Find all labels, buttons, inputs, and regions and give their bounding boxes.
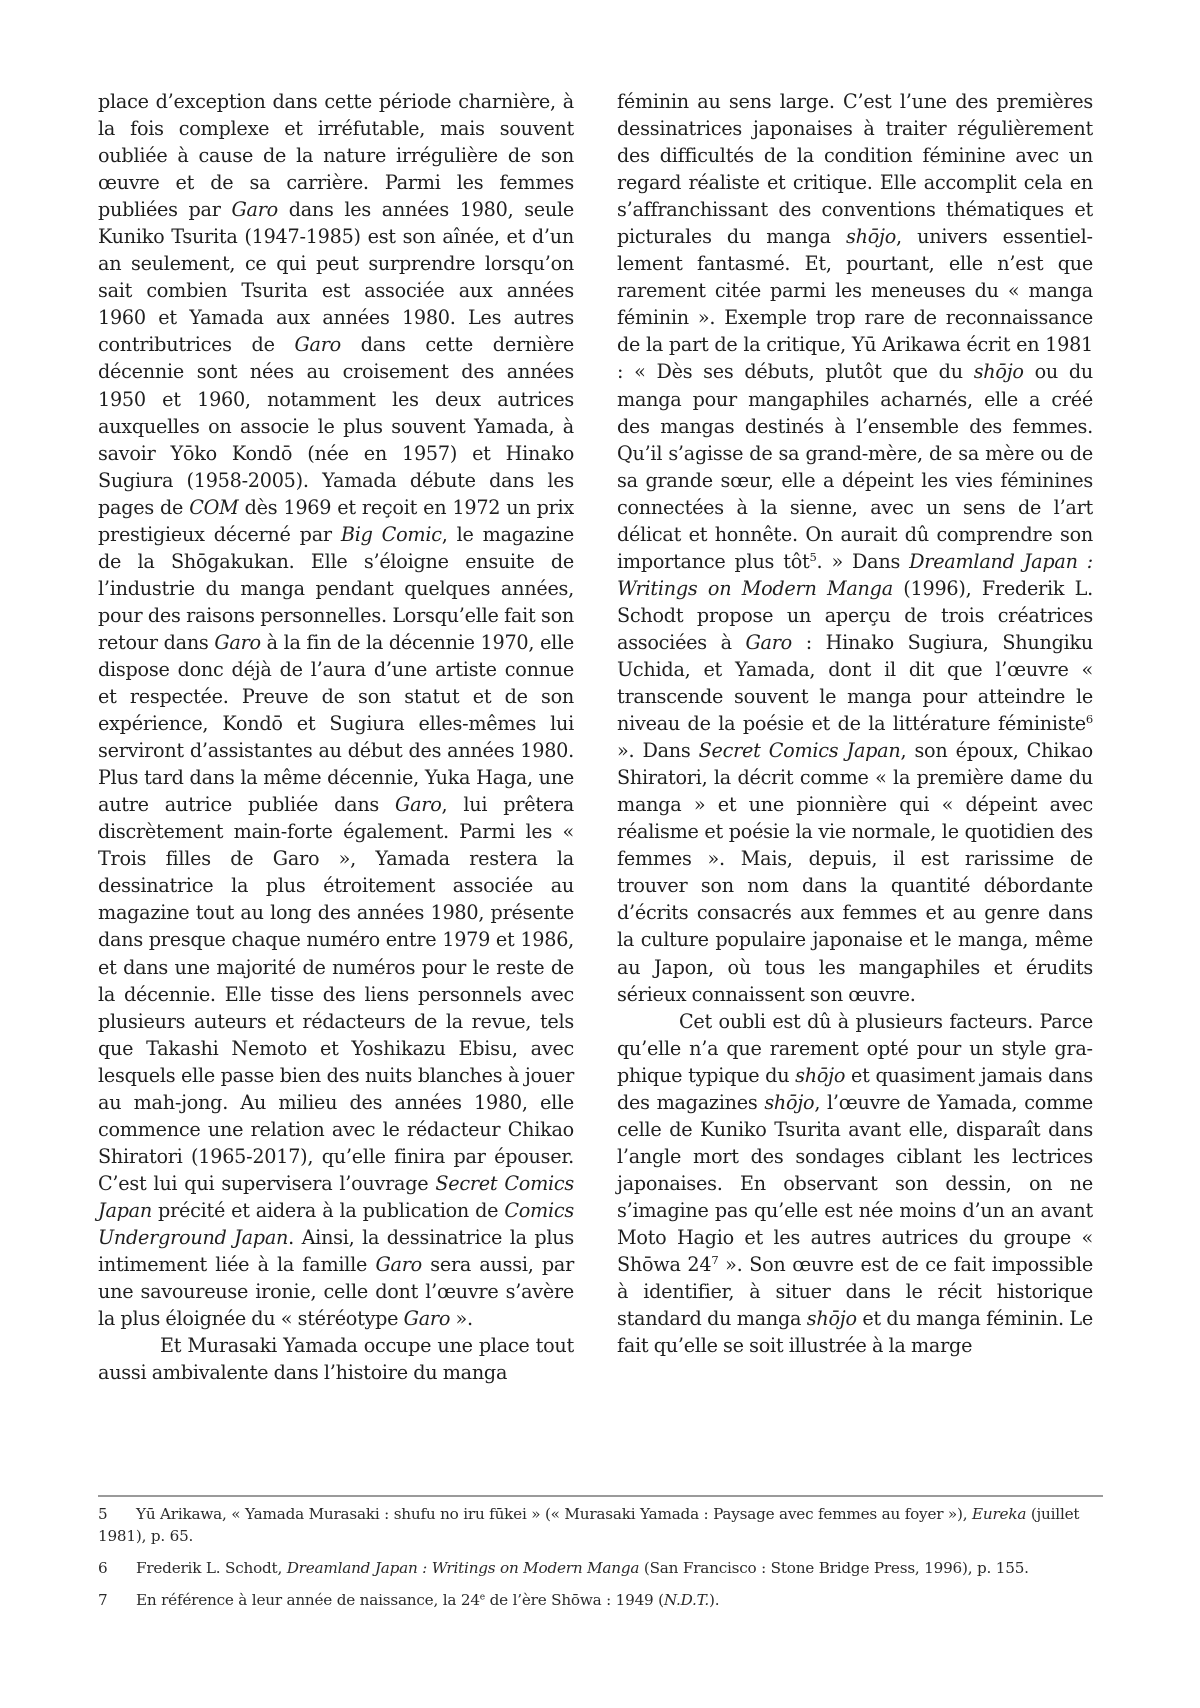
text-run: Et Murasaki Yamada occupe une place tout aussi ambivalente dans l’histoire du manga: [98, 1334, 574, 1385]
italic-title: shōjo: [806, 1307, 857, 1331]
body-paragraph: [617, 88, 1093, 1008]
body-paragraph: [617, 1008, 1093, 1360]
text-run: ». Dans: [617, 739, 699, 763]
italic-title: shōjo: [973, 360, 1024, 384]
italic-title: Garo: [231, 198, 278, 222]
text-run: à la fin de la décennie 1970, elle dispose donc déjà de l’aura d’une artiste connue et respectée. Preuve de son statut et de son expérience, Kondō et Sugiura elles-mêmes lui serviront d’assistantes au début des années 1980. Plus tard dans la même décennie, Yuka Haga, une autre autrice publiée dans: [98, 630, 574, 817]
italic-title: N.D.T.: [663, 1591, 710, 1609]
italic-title: Garo: [294, 333, 341, 357]
italic-title: Garo: [375, 1253, 422, 1277]
text-run: (1996), Frederik L. Schodt propose un aperçu de trois créatrices associées à: [617, 576, 1093, 654]
italic-title: Garo: [214, 630, 261, 654]
text-run: et du manga féminin. Le fait qu’elle se soit illustrée à la marge: [617, 1307, 1093, 1358]
footnote-number: 5: [98, 1505, 108, 1523]
footnote-reference: e: [479, 1592, 485, 1603]
text-run: précité et aidera à la publication de: [151, 1198, 505, 1222]
footnote-5: [98, 1503, 1103, 1547]
text-run: . » Dans: [816, 549, 910, 573]
text-run: dans les années 1980, seule Kuniko Tsurita (1947-1985) est son aînée, et d’un an seulement, ce qui peut surprendre lorsqu’on sait combien Tsurita est associée aux années 1960 et Yamada aux années 1980. Les autres contributrices de: [98, 198, 574, 357]
text-run: , lui prêtera discrètement main-forte également. Parmi les « Trois filles de Garo », Yamada restera la dessinatrice la plus étroitement associée au magazine tout au long des années 1980, présente dans presque chaque numéro entre 1979 et 1986, et dans une majorité de numéros pour le reste de la décennie. Elle tisse des liens personnels avec plusieurs auteurs et rédacteurs de la revue, tels que Takashi Nemoto et Yoshikazu Ebisu, avec lesquels elle passe bien des nuits blanches à jouer au mah-jong. Au milieu des années 1980, elle commence une relation avec le rédacteur Chikao Shiratori (1965-2017), qu’elle finira par épouser. C’est lui qui supervisera l’ouvrage: [98, 793, 574, 1195]
italic-title: Garo: [395, 793, 442, 817]
italic-title: Garo: [745, 630, 792, 654]
footnote-reference: 7: [711, 1253, 719, 1268]
footnote-separator-rule: [98, 1495, 1103, 1497]
italic-title: shōjo: [764, 1090, 815, 1114]
text-run: En référence à leur année de naissance, la 24: [136, 1591, 480, 1609]
text-run: Yū Arikawa, « Yamada Murasaki : shufu no iru fūkei » (« Murasaki Yamada : Paysage avec femmes au foyer »),: [136, 1505, 972, 1523]
footnote-6: [98, 1557, 1103, 1579]
text-run: et quasiment jamais dans des magazines: [617, 1063, 1093, 1114]
italic-title: Eureka: [972, 1505, 1027, 1523]
footnote-7: [98, 1589, 1103, 1611]
italic-title: Garo: [403, 1307, 451, 1331]
text-run: sera aussi, par une savoureuse ironie, celle dont l’œuvre s’avère la plus éloignée du « stéréotype: [98, 1253, 574, 1331]
italic-title: Dreamland Japan : Writings on Modern Manga: [617, 549, 1093, 600]
footnotes: [98, 1503, 1103, 1621]
footnote-reference: 5: [809, 549, 817, 564]
right-column: [617, 88, 1093, 1359]
text-run: , l’œuvre de Yamada, comme celle de Kuniko Tsurita avant elle, disparaît dans l’angle mort des sondages ciblant les lectrices japonaises. En observant son dessin, on ne s’imagine pas qu’elle est née moins d’un an avant Moto Hagio et les autres autrices du groupe « Shōwa 24: [617, 1090, 1093, 1277]
italic-title: COM: [189, 495, 239, 519]
italic-title: Comics Underground Japan: [98, 1198, 574, 1249]
text-run: de l’ère Shōwa : 1949 (: [485, 1591, 664, 1609]
body-paragraph: [98, 88, 574, 1332]
left-column: [98, 88, 574, 1386]
text-run: dans cette dernière décennie sont nées au croisement des années 1950 et 1960, notamment les deux autrices auxquelles on associe le plus souvent Yamada, à savoir Yōko Kondō (née en 1957) et Hinako Sugiura (1958-2005). Yamada débute dans les pages de: [98, 333, 574, 519]
text-run: ou du manga pour mangaphiles acharnés, elle a créé des mangas destinés à l’ensemble des femmes. Qu’il s’agisse de sa grand-mère, de sa mère ou de sa grande sœur, elle a dépeint les vies féminines connectées à la sienne, avec un sens de l’art délicat et honnête. On aurait dû comprendre son importance plus tôt: [617, 360, 1094, 573]
text-run: . Ainsi, la dessinatrice la plus intimement liée à la famille: [98, 1225, 574, 1277]
text-run: , univers essentiellement fantasmé. Et, pourtant, elle n’est que rarement citée parmi les meneuses du « manga féminin ». Exemple trop rare de reconnaissance de la part de la critique, Yū Arikawa écrit en 1981 : « Dès ses débuts, plutôt que du: [617, 225, 1093, 384]
footnote-reference: 6: [1085, 712, 1093, 727]
text-run: (San Francisco : Stone Bridge Press, 1996), p. 155.: [639, 1559, 1029, 1577]
footnote-number: 6: [98, 1559, 108, 1577]
italic-title: shōjo: [795, 1063, 846, 1087]
text-run: , le magazine de la Shōgakukan. Elle s’éloigne ensuite de l’industrie du manga pendant quelques années, pour des raisons personnelles. Lorsqu’elle fait son retour dans: [98, 522, 574, 654]
text-run: féminin au sens large. C’est l’une des premières dessinatrices japonaises à traiter régulièrement des difficultés de la condition féminine avec un regard réaliste et critique. Elle accomplit cela en s’affranchissant des conventions thématiques et picturales du manga: [617, 90, 1093, 249]
text-run: ).: [709, 1591, 720, 1609]
text-run: (juillet 1981), p. 65.: [98, 1505, 1080, 1545]
text-run: : Hinako Sugiura, Shungiku Uchida, et Yamada, dont il dit que l’œuvre « transcende souvent le manga pour atteindre le niveau de la poésie et de la littérature féministe: [617, 630, 1093, 736]
italic-title: Dreamland Japan : Writings on Modern Manga: [286, 1559, 640, 1577]
text-run: place d’exception dans cette période charnière, à la fois complexe et irréfutable, mais souvent oubliée à cause de la nature irrégulière de son œuvre et de sa carrière. Parmi les femmes publiées par: [98, 90, 574, 222]
italic-title: Secret Comics Japan: [98, 1171, 574, 1222]
text-run: ».: [450, 1307, 473, 1331]
text-run: dès 1969 et reçoit en 1972 un prix prestigieux décerné par: [98, 495, 574, 546]
text-run: ». Son œuvre est de ce fait impossible à identifier, à situer dans le récit historique standard du manga: [617, 1253, 1093, 1331]
italic-title: shōjo: [846, 225, 897, 249]
text-run: Cet oubli est dû à plusieurs facteurs. Parce qu’elle n’a que rarement opté pour un style graphique typique du: [617, 1009, 1093, 1087]
footnote-number: 7: [98, 1591, 108, 1609]
text-run: , son époux, Chikao Shiratori, la décrit comme « la première dame du manga » et une pionnière qui « dépeint avec réalisme et poésie la vie normale, le quotidien des femmes ». Mais, depuis, il est rarissime de trouver son nom dans la quantité débordante d’écrits consacrés aux femmes et au genre dans la culture populaire japonaise et le manga, même au Japon, où tous les mangaphiles et érudits sérieux connaissent son œuvre.: [617, 739, 1093, 1006]
body-paragraph: [98, 1332, 574, 1386]
text-run: Frederik L. Schodt,: [136, 1559, 287, 1577]
italic-title: Secret Comics Japan: [698, 739, 901, 763]
italic-title: Big Comic: [340, 522, 442, 546]
